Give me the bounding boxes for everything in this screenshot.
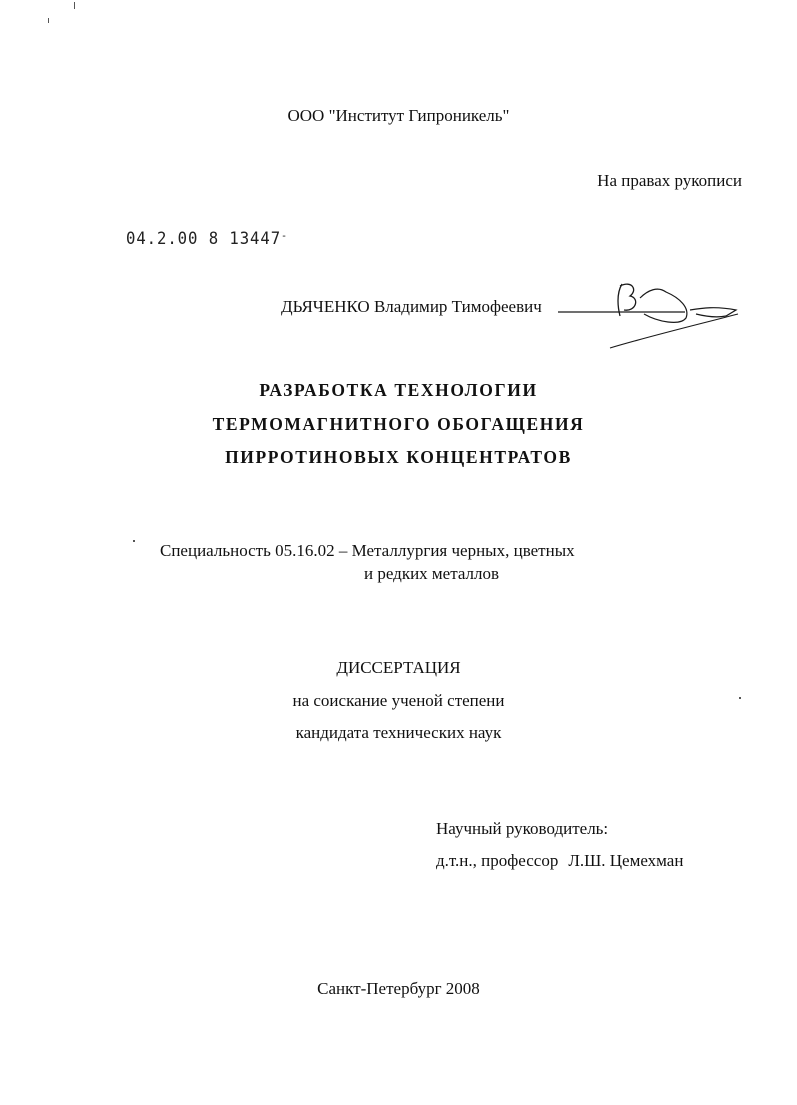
degree-name: кандидата технических наук	[295, 723, 502, 742]
registry-stamp	[126, 229, 288, 249]
place-and-year: Санкт-Петербург 2008	[317, 979, 480, 998]
title-line-2: ТЕРМОМАГНИТНОГО ОБОГАЩЕНИЯ	[212, 414, 585, 434]
organization-name: ООО "Институт Гипроникель"	[287, 106, 510, 125]
registry-number: 04.2.00 8 13447	[126, 229, 282, 249]
supervisor-info	[436, 851, 683, 871]
specialty-line-2: и редких металлов	[364, 564, 500, 583]
supervisor-name: Л.Ш. Цемехман	[568, 851, 684, 870]
supervisor-label: Научный руководитель:	[436, 819, 609, 838]
supervisor-credentials: д.т.н., профессор	[436, 851, 559, 870]
author-name: ДЬЯЧЕНКО Владимир Тимофеевич	[281, 297, 542, 316]
specialty-line-1: Специальность 05.16.02 – Металлургия черных, цветных	[160, 541, 575, 560]
title-line-3: ПИРРОТИНОВЫХ КОНЦЕНТРАТОВ	[225, 447, 572, 467]
document-type: ДИССЕРТАЦИЯ	[336, 658, 461, 677]
scan-speck	[133, 540, 135, 542]
rights-notice: На правах рукописи	[597, 171, 742, 190]
stamp-dash: -	[281, 229, 289, 242]
scan-speck	[74, 2, 75, 9]
scan-speck	[48, 18, 49, 23]
title-line-1: РАЗРАБОТКА ТЕХНОЛОГИИ	[259, 380, 538, 400]
degree-purpose: на соискание ученой степени	[292, 691, 505, 710]
author-signature	[540, 272, 750, 358]
